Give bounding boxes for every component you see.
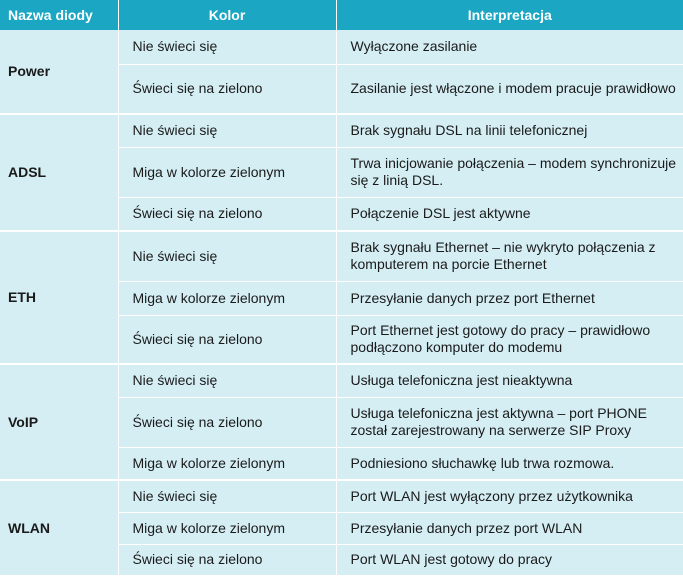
interpretation-cell: Usługa telefoniczna jest nieaktywna [336, 364, 683, 397]
led-color-cell: Świeci się na zielono [118, 397, 336, 447]
diode-name-cell: Power [0, 30, 118, 114]
interpretation-cell: Połączenie DSL jest aktywne [336, 197, 683, 231]
led-color-cell: Miga w kolorze zielonym [118, 147, 336, 197]
interpretation-cell: Brak sygnału DSL na linii telefonicznej [336, 114, 683, 147]
led-color-cell: Świeci się na zielono [118, 315, 336, 364]
led-color-cell: Świeci się na zielono [118, 544, 336, 576]
table-row [0, 480, 683, 512]
led-color-cell: Nie świeci się [118, 364, 336, 397]
header-row [0, 0, 683, 30]
led-color-cell: Miga w kolorze zielonym [118, 512, 336, 544]
table-row [0, 30, 683, 64]
led-color-cell: Miga w kolorze zielonym [118, 281, 336, 315]
interpretation-cell: Zasilanie jest włączone i modem pracuje prawidłowo [336, 64, 683, 114]
table-header [0, 0, 683, 30]
diode-name-cell: VoIP [0, 364, 118, 480]
table-row [0, 364, 683, 397]
led-color-cell: Miga w kolorze zielonym [118, 447, 336, 480]
interpretation-cell: Podniesiono słuchawkę lub trwa rozmowa. [336, 447, 683, 480]
header-interpretation: Interpretacja [336, 0, 683, 30]
led-color-cell: Nie świeci się [118, 30, 336, 64]
table-row [0, 114, 683, 147]
diode-name-cell: ETH [0, 231, 118, 364]
interpretation-cell: Port WLAN jest gotowy do pracy [336, 544, 683, 576]
diode-name-cell: ADSL [0, 114, 118, 231]
interpretation-cell: Przesyłanie danych przez port WLAN [336, 512, 683, 544]
interpretation-cell: Wyłączone zasilanie [336, 30, 683, 64]
led-color-cell: Nie świeci się [118, 114, 336, 147]
interpretation-cell: Usługa telefoniczna jest aktywna – port PHONE został zarejestrowany na serwerze SIP Proxy [336, 397, 683, 447]
led-color-cell: Nie świeci się [118, 231, 336, 281]
diode-name-cell: WLAN [0, 480, 118, 576]
interpretation-cell: Trwa inicjowanie połączenia – modem synchronizuje się z linią DSL. [336, 147, 683, 197]
header-diode-name: Nazwa diody [0, 0, 118, 30]
table-body [0, 30, 683, 576]
interpretation-cell: Przesyłanie danych przez port Ethernet [336, 281, 683, 315]
table-row [0, 231, 683, 281]
interpretation-cell: Port Ethernet jest gotowy do pracy – prawidłowo podłączono komputer do modemu [336, 315, 683, 364]
led-color-cell: Świeci się na zielono [118, 64, 336, 114]
interpretation-cell: Port WLAN jest wyłączony przez użytkownika [336, 480, 683, 512]
interpretation-cell: Brak sygnału Ethernet – nie wykryto połączenia z komputerem na porcie Ethernet [336, 231, 683, 281]
led-color-cell: Nie świeci się [118, 480, 336, 512]
led-color-cell: Świeci się na zielono [118, 197, 336, 231]
header-color: Kolor [118, 0, 336, 30]
